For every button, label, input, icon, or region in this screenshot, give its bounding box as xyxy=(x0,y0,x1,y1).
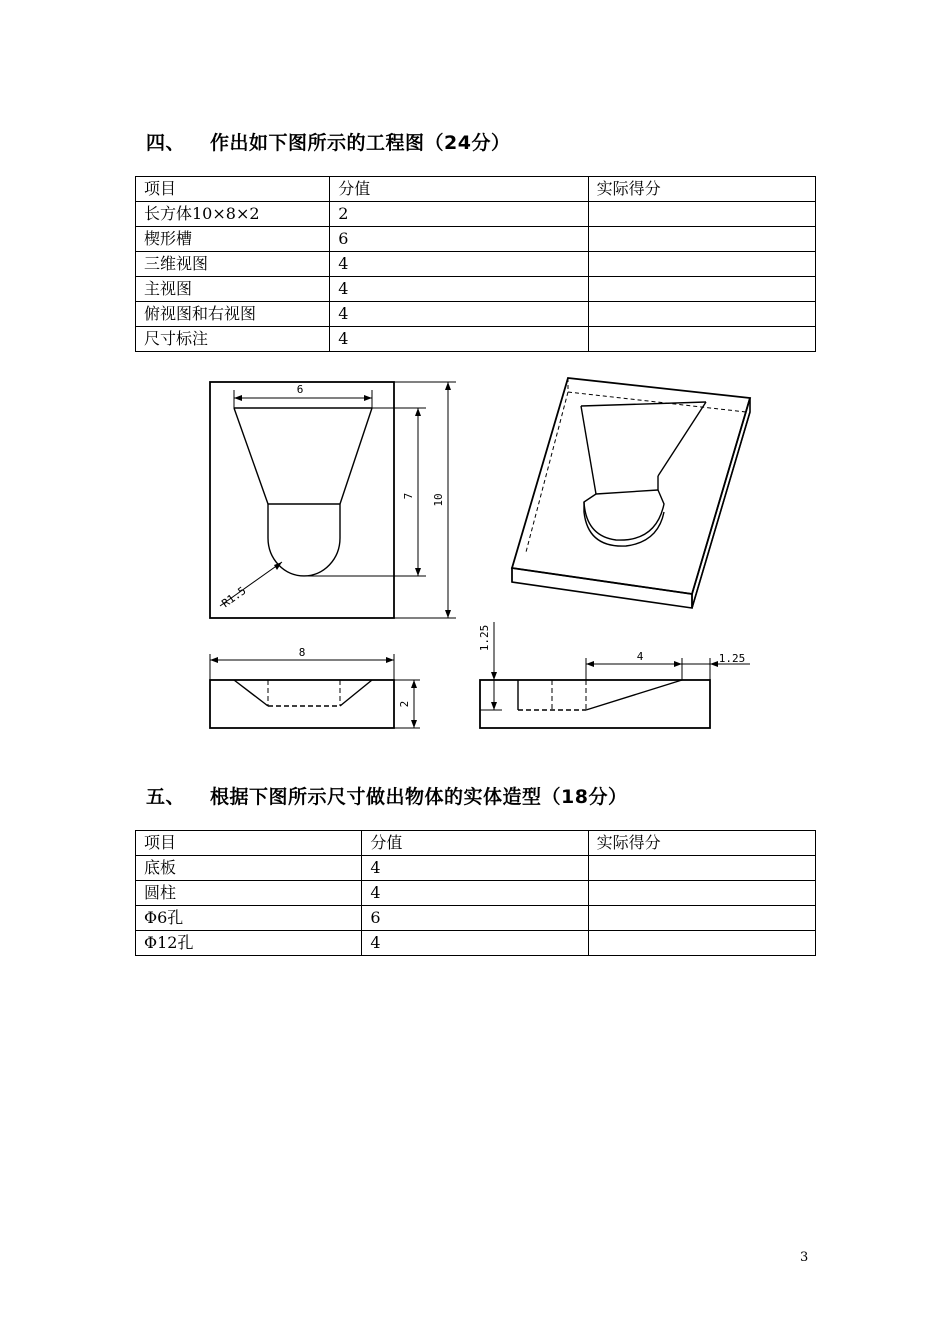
row-actual xyxy=(588,856,815,881)
dim-bottom-width: 8 xyxy=(298,646,306,659)
table-row xyxy=(136,327,816,352)
header-item: 项目 xyxy=(136,831,362,856)
row-score: 4 xyxy=(330,302,588,327)
header-actual: 实际得分 xyxy=(588,177,815,202)
row-actual xyxy=(588,302,815,327)
dim-radius: R1.5 xyxy=(219,584,249,611)
dim-inner-height: 7 xyxy=(402,492,415,500)
table-row xyxy=(136,202,816,227)
row-actual xyxy=(588,227,815,252)
row-item: Φ12孔 xyxy=(136,931,362,956)
section-5-number: 五、 xyxy=(146,786,186,808)
row-item: 尺寸标注 xyxy=(136,327,330,352)
table-row xyxy=(136,252,816,277)
row-item: 主视图 xyxy=(136,277,330,302)
header-score: 分值 xyxy=(330,177,588,202)
row-score: 2 xyxy=(330,202,588,227)
dim-slope-length: 4 xyxy=(636,650,644,663)
row-actual xyxy=(588,202,815,227)
row-item: 俯视图和右视图 xyxy=(136,302,330,327)
row-actual xyxy=(588,906,815,931)
table-row xyxy=(136,856,816,881)
row-item: 长方体10×8×2 xyxy=(136,202,330,227)
dim-offset: 1.25 xyxy=(718,652,746,665)
dim-depth: 1.25 xyxy=(478,624,491,652)
row-item: 底板 xyxy=(136,856,362,881)
row-score: 6 xyxy=(362,906,588,931)
section-4-heading xyxy=(146,128,510,155)
row-score: 4 xyxy=(330,327,588,352)
section-5-heading xyxy=(146,782,627,809)
dim-thickness: 2 xyxy=(398,700,411,708)
isometric-view xyxy=(512,378,750,608)
section-4-number: 四、 xyxy=(146,132,186,154)
page-number: 3 xyxy=(800,1250,809,1265)
row-score: 4 xyxy=(330,277,588,302)
table-row xyxy=(136,881,816,906)
row-actual xyxy=(588,327,815,352)
dim-top-width: 6 xyxy=(296,383,304,396)
table-row xyxy=(136,277,816,302)
section-4-score-table xyxy=(135,176,816,352)
row-score: 4 xyxy=(362,931,588,956)
row-actual xyxy=(588,252,815,277)
header-actual: 实际得分 xyxy=(588,831,815,856)
table-row xyxy=(136,906,816,931)
table-header-row xyxy=(136,831,816,856)
section-4-title: 作出如下图所示的工程图（24分） xyxy=(210,132,511,154)
row-item: Φ6孔 xyxy=(136,906,362,931)
header-score: 分值 xyxy=(362,831,588,856)
row-score: 4 xyxy=(362,856,588,881)
dim-total-height: 10 xyxy=(432,493,445,507)
side-view xyxy=(478,622,750,728)
row-item: 三维视图 xyxy=(136,252,330,277)
row-score: 6 xyxy=(330,227,588,252)
section-5-title: 根据下图所示尺寸做出物体的实体造型（18分） xyxy=(210,786,628,808)
row-score: 4 xyxy=(330,252,588,277)
row-actual xyxy=(588,277,815,302)
table-header-row xyxy=(136,177,816,202)
row-score: 4 xyxy=(362,881,588,906)
row-item: 楔形槽 xyxy=(136,227,330,252)
table-row xyxy=(136,227,816,252)
row-item: 圆柱 xyxy=(136,881,362,906)
section-5-score-table xyxy=(135,830,816,956)
header-item: 项目 xyxy=(136,177,330,202)
table-row xyxy=(136,302,816,327)
front-view xyxy=(210,382,456,618)
top-view xyxy=(210,646,420,728)
engineering-drawing xyxy=(186,362,766,734)
table-row xyxy=(136,931,816,956)
row-actual xyxy=(588,881,815,906)
row-actual xyxy=(588,931,815,956)
